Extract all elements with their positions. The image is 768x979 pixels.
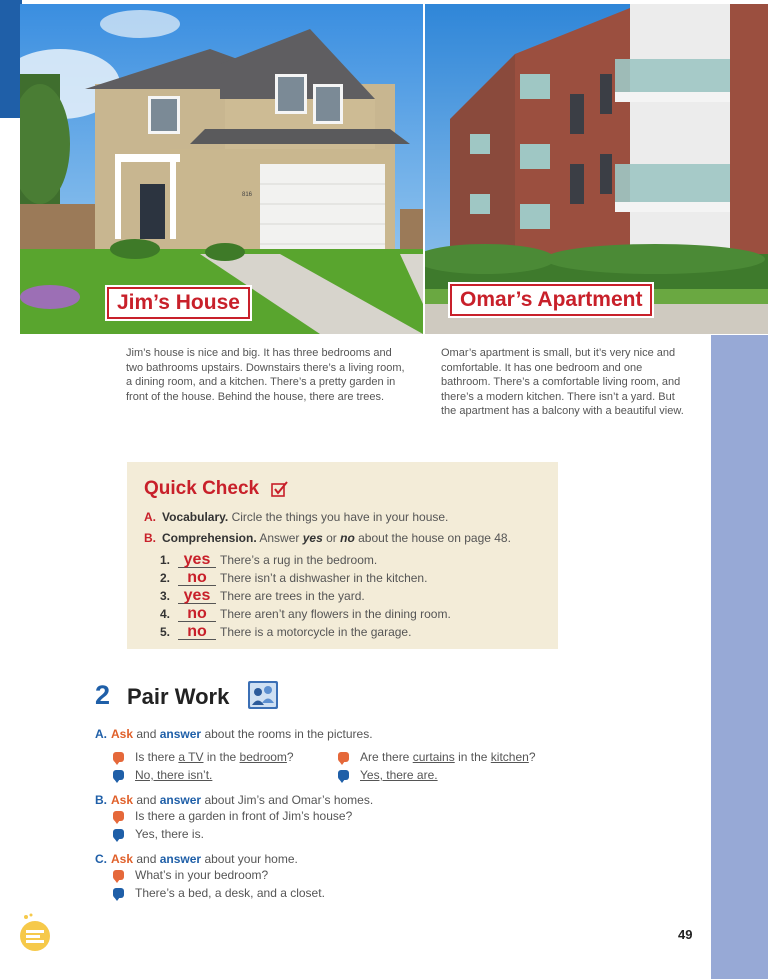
question-bubble: Is there a TV in the bedroom? <box>113 750 294 764</box>
list-item: 4. no There aren’t any flowers in the dining room. <box>160 605 451 622</box>
list-item: 3. yes There are trees in the yard. <box>160 587 365 604</box>
chapter-tab <box>0 0 22 118</box>
quick-check-box <box>127 462 558 649</box>
speech-bubble-icon <box>113 888 124 898</box>
speech-bubble-icon <box>338 752 349 762</box>
answer-bubble: Yes, there are. <box>338 768 438 782</box>
list-item: 5. no There is a motorcycle in the garage. <box>160 623 412 640</box>
apartment-description: Omar’s apartment is small, but it’s very nice and comfortable. It has one bedroom and one bathroom. There’s a comfortable living room, and there’s a modern kitchen. There isn’t a yard. But the apartment has a balcony with a beautiful view. <box>441 347 684 418</box>
speech-bubble-icon <box>338 770 349 780</box>
house-description: Jim’s house is nice and big. It has three bedrooms and two bathrooms upstairs. Downstairs there’s a living room, a dining room, and a kitchen. There’s a pretty garden in front of the house. Behind the house, there are trees. <box>126 347 405 403</box>
speech-bubble-icon <box>113 752 124 762</box>
list-item: 2. no There isn’t a dishwasher in the kitchen. <box>160 569 428 586</box>
page-number: 49 <box>678 927 693 942</box>
instruction-c: C. Ask and answer about your home. <box>95 852 298 866</box>
speech-bubble-icon <box>113 870 124 880</box>
section-number: 2 <box>95 680 111 710</box>
publisher-logo-icon <box>18 912 52 952</box>
question-bubble: What’s in your bedroom? <box>113 868 268 882</box>
instruction-a: A. Vocabulary. Circle the things you have in your house. <box>144 510 449 524</box>
speech-bubble-icon <box>113 770 124 780</box>
answer-blank: yes <box>178 553 216 568</box>
margin-bar <box>711 335 768 979</box>
question-bubble: Is there a garden in front of Jim’s house? <box>113 809 352 823</box>
instruction-b: B. Comprehension. Answer yes or no about the house on page 48. <box>144 531 511 545</box>
quick-check-title: Quick Check <box>144 478 260 499</box>
house-photo <box>20 4 423 334</box>
house-number: 816 <box>242 192 253 198</box>
list-item: 1. yes There’s a rug in the bedroom. <box>160 551 378 568</box>
instruction-a: A. Ask and answer about the rooms in the pictures. <box>95 727 373 741</box>
speech-bubble-icon <box>113 829 124 839</box>
pair-work-icon <box>248 681 278 709</box>
answer-blank: yes <box>178 589 216 604</box>
speech-bubble-icon <box>113 811 124 821</box>
answer-bubble: Yes, there is. <box>113 827 204 841</box>
house-label: Jim’s House <box>107 287 250 319</box>
answer-bubble: There’s a bed, a desk, and a closet. <box>113 886 325 900</box>
section-title: Pair Work <box>127 684 230 709</box>
checkbox-icon <box>271 480 289 498</box>
question-bubble: Are there curtains in the kitchen? <box>338 750 536 764</box>
answer-blank: no <box>178 625 216 640</box>
answer-blank: no <box>178 571 216 586</box>
answer-bubble: No, there isn’t. <box>113 768 212 782</box>
instruction-b: B. Ask and answer about Jim’s and Omar’s homes. <box>95 793 374 807</box>
apartment-label: Omar’s Apartment <box>450 284 652 316</box>
answer-blank: no <box>178 607 216 622</box>
